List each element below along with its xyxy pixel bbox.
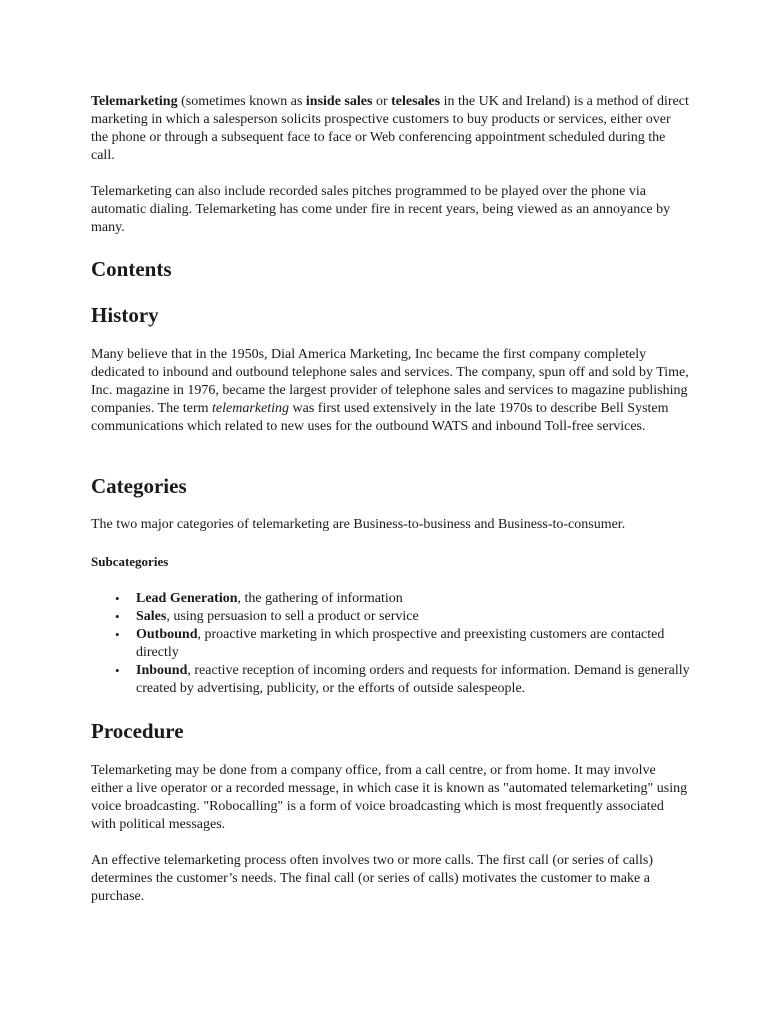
history-heading: History — [91, 303, 159, 327]
list-item-term: Inbound — [136, 663, 188, 678]
list-item-text: , the gathering of information — [237, 591, 403, 606]
categories-paragraph: The two major categories of telemarketing are Business-to-business and Business-to-consumer. — [91, 517, 626, 532]
bullet-icon: • — [115, 627, 120, 642]
list-item — [91, 626, 691, 662]
list-item — [91, 662, 691, 698]
history-text-b: was first used extensively in the late 1970s to describe Bell System communications which related to new uses for the outbound WATS and inbound Toll-free services. — [91, 401, 669, 434]
intro-text-2: or — [372, 94, 392, 109]
intro-paragraph-2: Telemarketing can also include recorded sales pitches programmed to be played over the phone via automatic dialing. Telemarketing has come under fire in recent years, being viewed as an annoyance by many. — [91, 184, 671, 235]
term-telemarketing-italic: telemarketing — [212, 401, 290, 416]
list-item-text: , proactive marketing in which prospective and preexisting customers are contacted directly — [136, 627, 665, 660]
intro-paragraph-1 — [91, 93, 691, 165]
procedure-heading: Procedure — [91, 719, 184, 743]
subcategories-heading: Subcategories — [91, 554, 169, 569]
term-inside-sales: inside sales — [305, 94, 373, 109]
list-item-term: Lead Generation — [136, 591, 238, 606]
bullet-icon: • — [115, 591, 120, 606]
list-item — [91, 590, 691, 608]
list-item-text: , reactive reception of incoming orders and requests for information. Demand is generally created by advertising, publicity, or the efforts of outside salespeople. — [136, 663, 690, 696]
procedure-paragraph-2: An effective telemarketing process often involves two or more calls. The first call (or series of calls) determines the customer’s needs. The final call (or series of calls) motivates the customer to make a purchase. — [91, 853, 654, 904]
intro-text-3: in the UK and Ireland) is a method of direct marketing in which a salesperson solicits prospective customers to buy products or services, either over the phone or through a subsequent face to face or Web conferencing appointment scheduled during the call. — [91, 94, 689, 163]
list-item-term: Outbound — [136, 627, 198, 642]
history-paragraph — [91, 346, 691, 436]
bullet-icon: • — [115, 663, 120, 678]
list-item-term: Sales — [136, 609, 167, 624]
bullet-icon: • — [115, 609, 120, 624]
procedure-paragraph-1: Telemarketing may be done from a company office, from a call centre, or from home. It may involve either a live operator or a recorded message, in which case it is known as "automated telemarketing" using voice broadcasting. "Robocalling" is a form of voice broadcasting which is most frequently associated with political messages. — [91, 763, 688, 832]
history-text-a: Many believe that in the 1950s, Dial America Marketing, Inc became the first company completely dedicated to inbound and outbound telephone sales and services. The company, spun off and sold by Time, Inc. magazine in 1976, became the largest provider of telephone sales and services to magazine publishing companies. The term — [91, 347, 689, 416]
list-item — [91, 608, 691, 626]
intro-text-1: (sometimes known as — [177, 94, 306, 109]
contents-heading: Contents — [91, 257, 172, 281]
list-item-text: , using persuasion to sell a product or service — [166, 609, 419, 624]
subcategories-list — [91, 590, 691, 698]
term-telemarketing: Telemarketing — [91, 94, 178, 109]
categories-heading: Categories — [91, 474, 187, 498]
term-telesales: telesales — [391, 94, 441, 109]
